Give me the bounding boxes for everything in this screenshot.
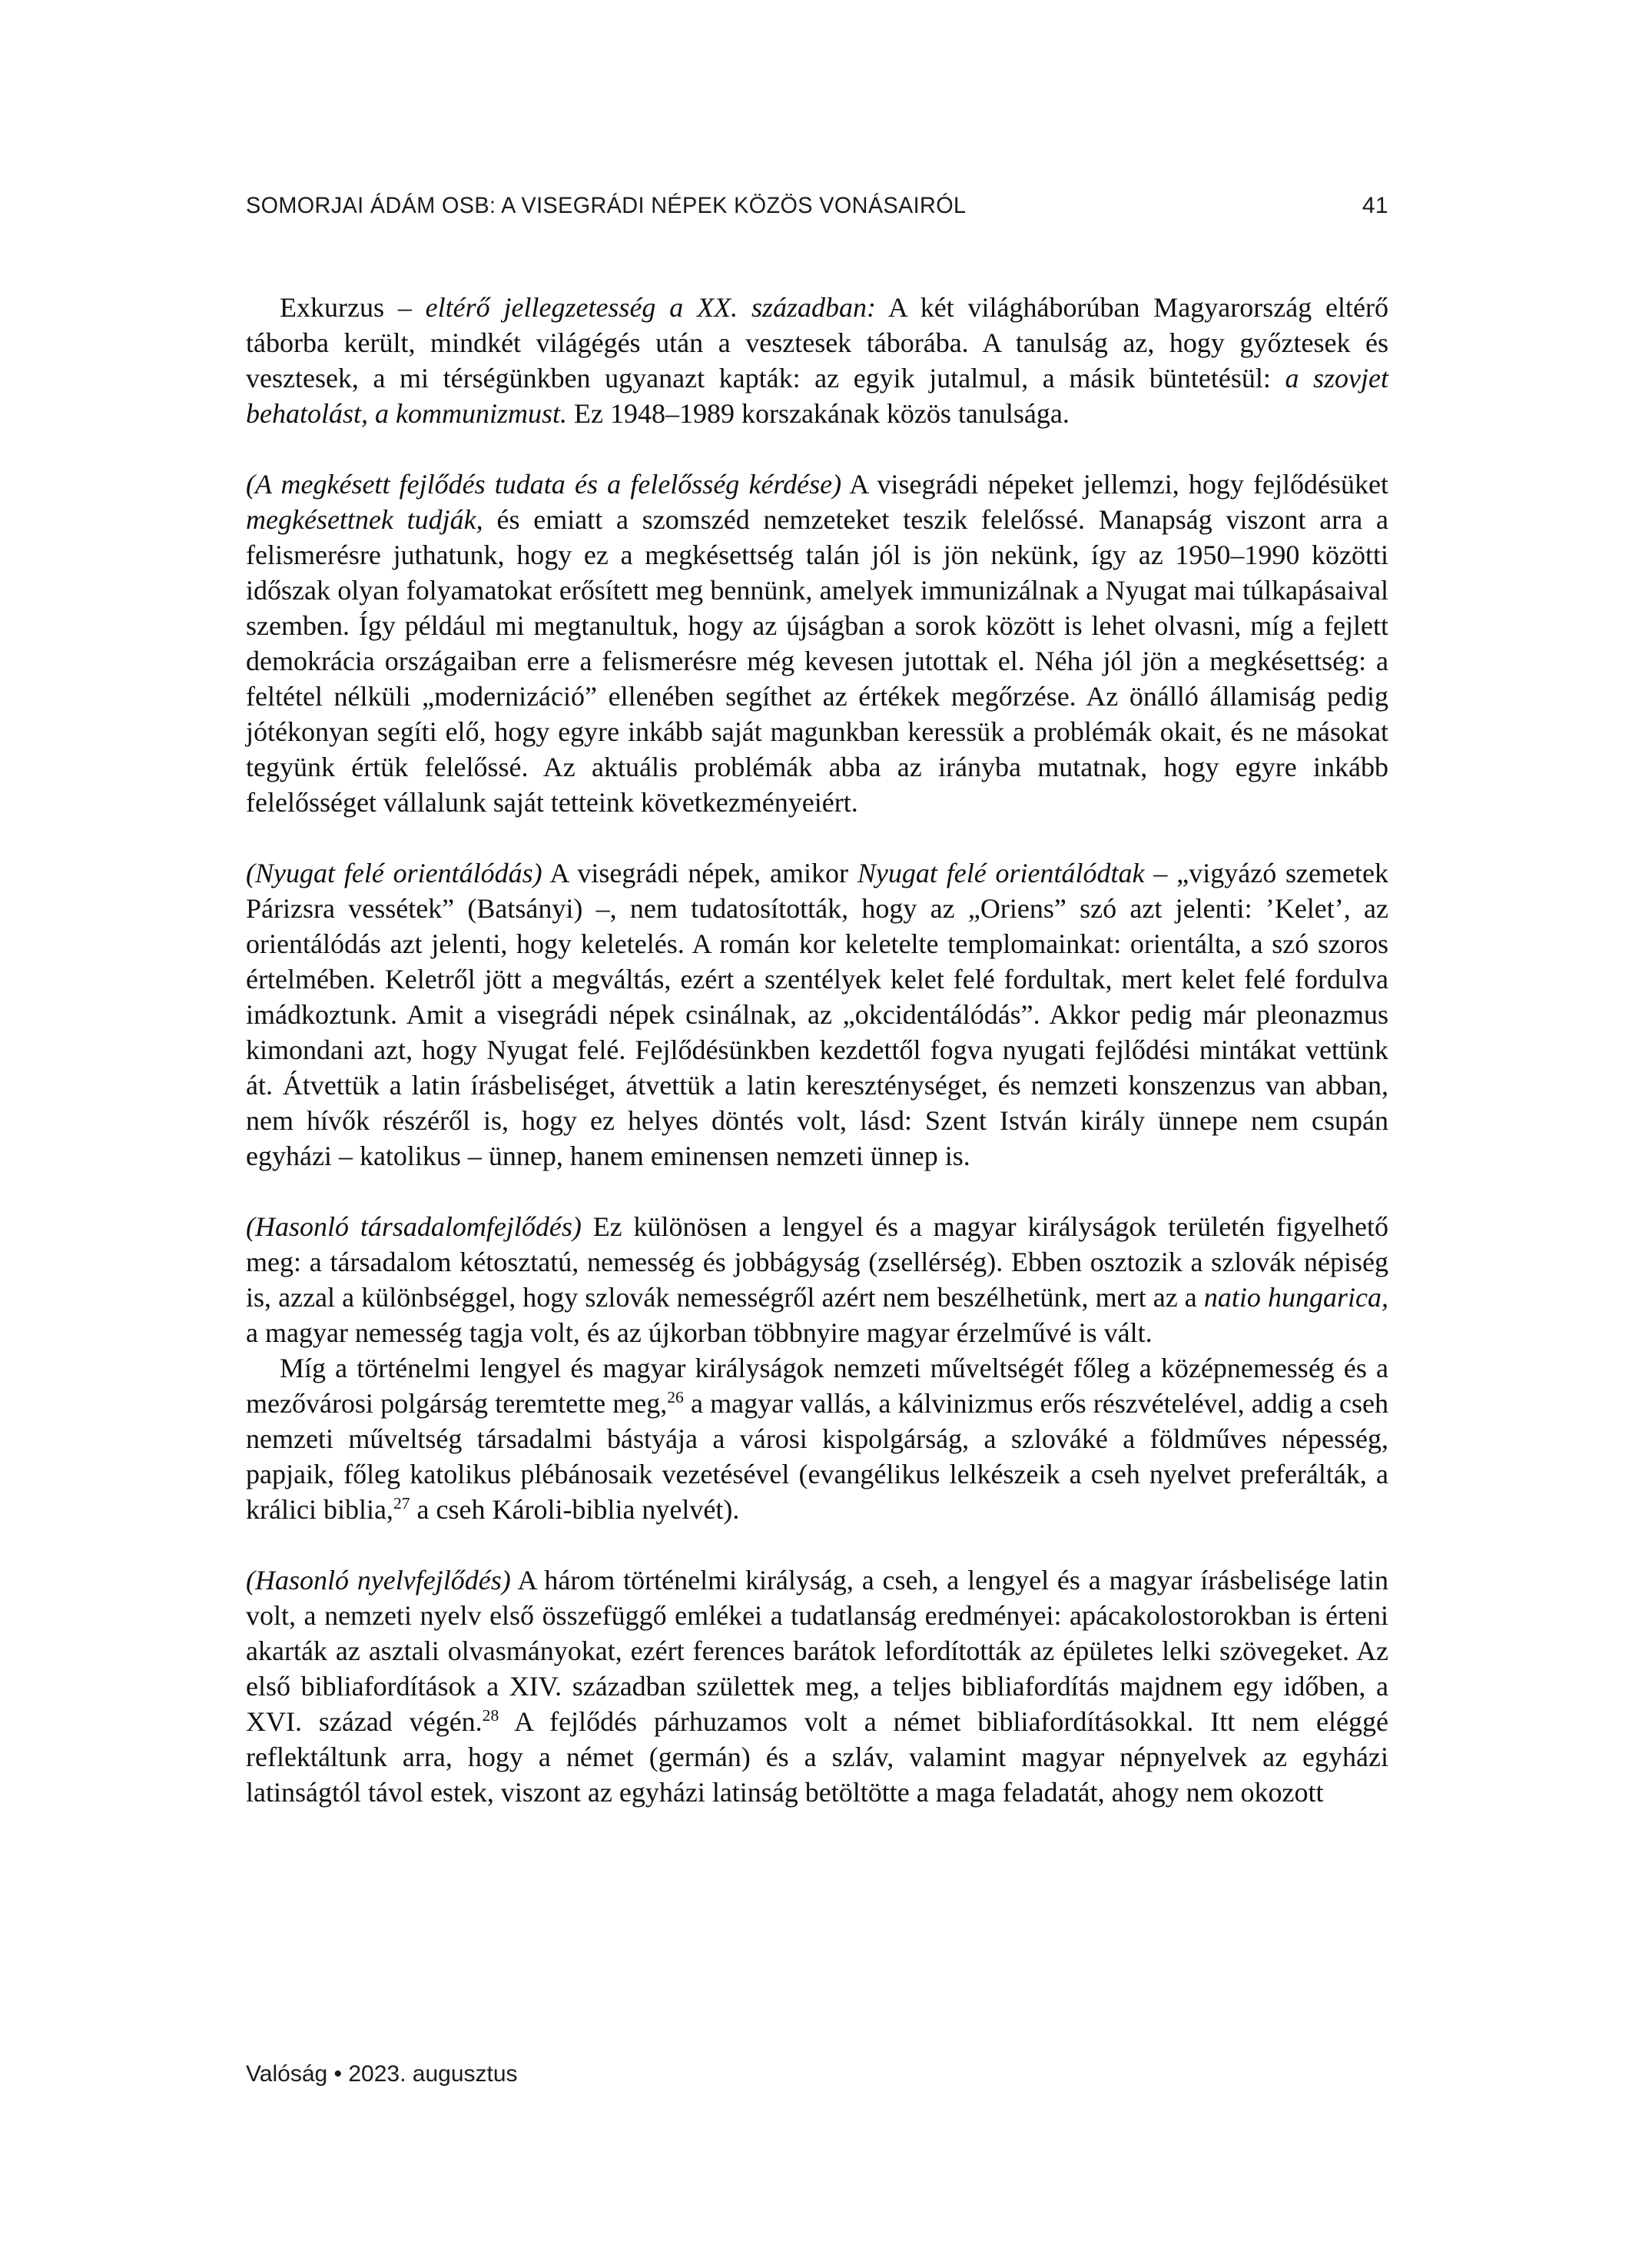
text-body	[246, 290, 1388, 1810]
text-segment: Ez különösen a lengyel és a magyar királyságok területén figyelhető meg: a társadalom kétosztatú, nemesség és jobbágyság (zsellérség). Ebben osztozik a szlovák népiség is, azzal a különbséggel, hogy szlovák nemességről azért nem beszélhetünk, mert az a	[246, 1211, 1389, 1313]
paragraph	[246, 290, 1388, 431]
text-segment: a cseh Károli-biblia nyelvét).	[410, 1494, 740, 1525]
text-segment: natio hungarica,	[1203, 1282, 1388, 1313]
text-segment: A visegrádi népek, amikor	[542, 858, 857, 888]
text-segment: és emiatt a szomszéd nemzeteket teszik felelőssé. Manapság viszont arra a felismerésre juthatunk, hogy ez a megkésettség talán jól is jön nekünk, így az 1950–1990 közötti időszak olyan folyamatokat erősített meg bennünk, amelyek immunizálnak a Nyugat mai túlkapásaival szemben. Így például mi megtanultuk, hogy az újságban a sorok között is lehet olvasni, míg a fejlett demokrácia országaiban erre a felismerésre még kevesen jutottak el. Néha jól jön a megkésettség: a feltétel nélküli „modernizáció” ellenében segíthet az értékek megőrzése. Az önálló államiság pedig jótékonyan segíti elő, hogy egyre inkább saját magunkban keressük a problémák okait, és ne másokat tegyünk értük felelőssé. Az aktuális problémák abba az irányba mutatnak, hogy egyre inkább felelősséget vállalunk saját tetteink következményeiért.	[246, 504, 1388, 818]
page-header	[246, 193, 1388, 219]
text-segment: a szovjet behatolást, a kommunizmust.	[246, 363, 1389, 429]
text-segment: a magyar nemesség tagja volt, és az újkorban többnyire magyar érzelművé is vált.	[246, 1317, 1153, 1348]
text-segment: A fejlődés párhuzamos volt a német bibliafordításokkal. Itt nem eléggé reflektáltunk arra, hogy a német (germán) és a szláv, valamint magyar népnyelvek az egyházi latinságtól távol estek, viszont az egyházi latinság betöltötte a maga feladatát, ahogy nem okozott	[246, 1706, 1388, 1808]
footnote-ref: 26	[667, 1388, 684, 1406]
text-segment: A visegrádi népeket jellemzi, hogy fejlődésüket	[841, 469, 1389, 500]
paragraph	[246, 855, 1388, 1174]
text-segment: a magyar vallás, a kálvinizmus erős részvételével, addig a cseh nemzeti műveltség társadalmi bástyája a városi kispolgárság, a szlováké a földműves népesség, papjaik, főleg katolikus plébánosaik vezetésével (evangélikus lelkészeik a cseh nyelvet preferálták, a králici biblia,	[246, 1388, 1388, 1525]
text-segment: A három történelmi királyság, a cseh, a lengyel és a magyar írásbelisége latin volt, a nemzeti nyelv első összefüggő emlékei a tudatlanság eredményei: apácakolostorokban is érteni akarták az asztali olvasmányokat, ezért ferences barátok lefordították az épületes lelki szövegeket. Az első bibliafordítások a XIV. században születtek meg, a teljes bibliafordítás majdnem egy időben, a XVI. század végén.	[246, 1565, 1388, 1737]
text-segment: Exkurzus –	[280, 292, 426, 323]
text-segment: – „vigyázó szemetek Párizsra vessétek” (Batsányi) –, nem tudatosították, hogy az „Oriens” szó azt jelenti: ’Kelet’, az orientálódás azt jelenti, hogy keletelés. A román kor keletelte templomainkat: orientálta, a szó szoros értelmében. Keletről jött a megváltás, ezért a szentélyek kelet felé fordultak, mert kelet felé fordulva imádkoztunk. Amit a visegrádi népek csinálnak, az „okcidentálódás”. Akkor pedig már pleonazmus kimondani azt, hogy Nyugat felé. Fejlődésünkben kezdettől fogva nyugati fejlődési mintákat vettünk át. Átvettük a latin írásbeliséget, átvettük a latin kereszténységet, és nemzeti konszenzus van abban, nem hívők részéről is, hogy ez helyes döntés volt, lásd: Szent István király ünnepe nem csupán egyházi – katolikus – ünnep, hanem eminensen nemzeti ünnep is.	[246, 858, 1388, 1171]
text-segment: Nyugat felé orientálódtak	[857, 858, 1145, 888]
text-segment: megkésettnek tudják,	[246, 504, 483, 535]
footnote-ref: 28	[482, 1706, 499, 1725]
paragraph	[246, 1562, 1388, 1810]
text-segment: (A megkésett fejlődés tudata és a felelősség kérdése)	[246, 469, 842, 500]
text-segment: (Hasonló nyelvfejlődés)	[246, 1565, 511, 1596]
text-segment: (Hasonló társadalomfejlődés)	[246, 1211, 582, 1242]
running-title: SOMORJAI ÁDÁM OSB: A VISEGRÁDI NÉPEK KÖZÖS VONÁSAIRÓL	[246, 193, 967, 218]
paragraph	[246, 1209, 1388, 1350]
paragraph	[246, 1350, 1388, 1527]
journal-footer: Valóság • 2023. augusztus	[246, 2061, 518, 2087]
text-segment: Ez 1948–1989 korszakának közös tanulsága.	[567, 398, 1070, 429]
text-segment: (Nyugat felé orientálódás)	[246, 858, 542, 888]
paragraph	[246, 467, 1388, 820]
footnote-ref: 27	[393, 1494, 410, 1513]
page-number: 41	[1362, 193, 1388, 218]
text-segment: eltérő jellegzetesség a XX. században:	[425, 292, 876, 323]
text-segment: A két világháborúban Magyarország eltérő táborba került, mindkét világégés után a vesztesek táborába. A tanulság az, hogy győztesek és vesztesek, a mi térségünkben ugyanazt kapták: az egyik jutalmul, a másik büntetésül:	[246, 292, 1389, 393]
text-segment: Míg a történelmi lengyel és magyar királyságok nemzeti műveltségét főleg a középnemesség és a mezővárosi polgárság teremtette meg,	[246, 1353, 1388, 1419]
